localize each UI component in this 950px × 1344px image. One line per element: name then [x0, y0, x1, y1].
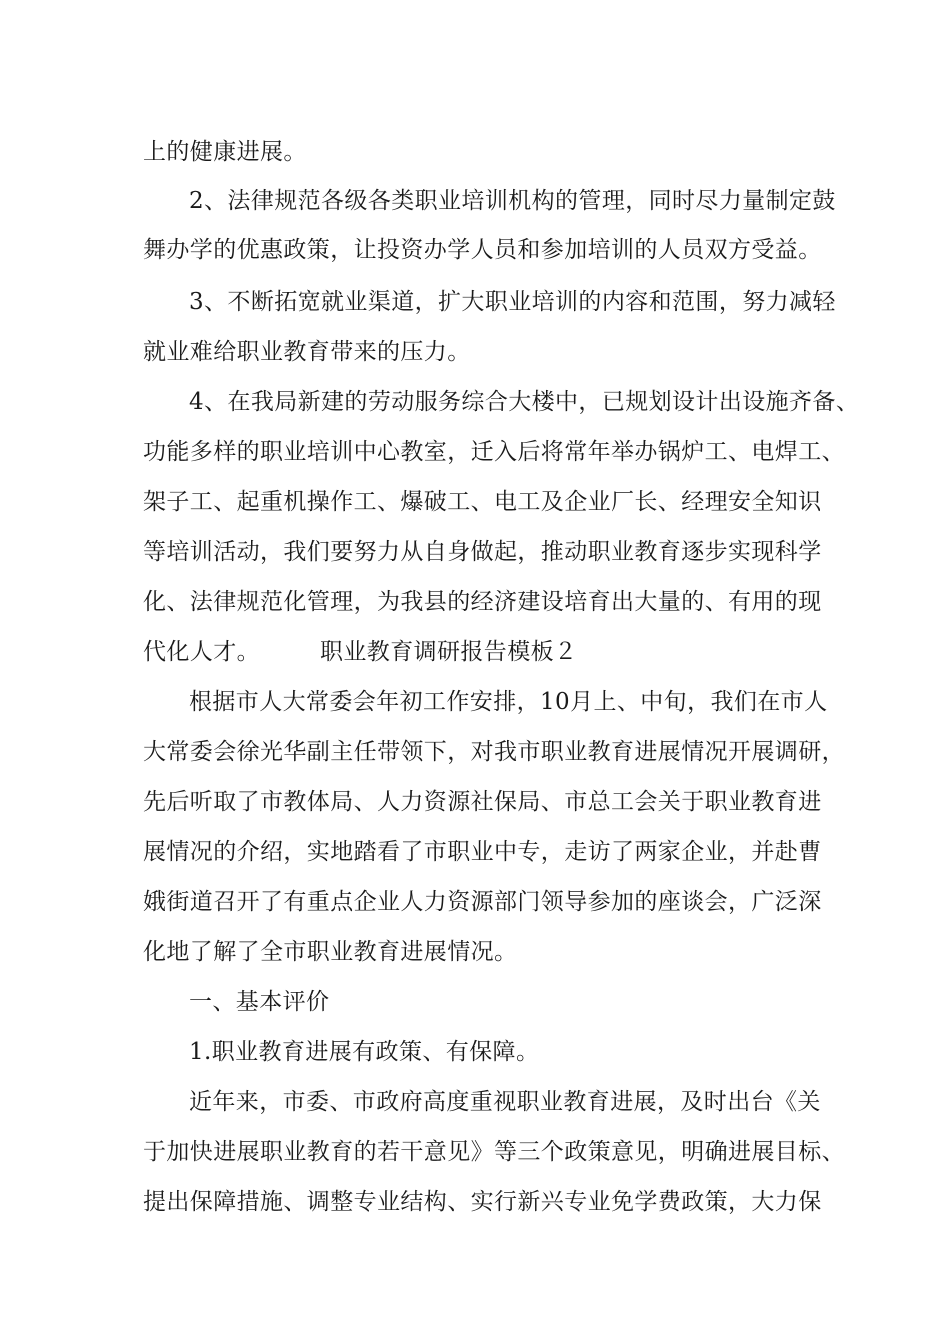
text-line: 代化人才。	[143, 639, 260, 665]
text-line: 4、在我局新建的劳动服务综合大楼中，已规划设计出设施齐备、	[189, 389, 860, 415]
text-line: 等培训活动，我们要努力从自身做起，推动职业教育逐步实现科学	[143, 539, 822, 565]
text-line: 于加快进展职业教育的若干意见》等三个政策意见，明确进展目标、	[143, 1139, 845, 1165]
text-line: 就业难给职业教育带来的压力。	[143, 339, 471, 365]
text-line: 提出保障措施、调整专业结构、实行新兴专业免学费政策，大力保	[143, 1189, 822, 1215]
text-line: 根据市人大常委会年初工作安排，10月上、中旬，我们在市人	[189, 689, 828, 715]
text-line: 近年来，市委、市政府高度重视职业教育进展，及时出台《关	[189, 1089, 821, 1115]
text-line: 大常委会徐光华副主任带领下，对我市职业教育进展情况开展调研，	[143, 739, 845, 765]
subsection-heading: 1.职业教育进展有政策、有保障。	[189, 1039, 540, 1065]
text-line: 娥街道召开了有重点企业人力资源部门领导参加的座谈会，广泛深	[143, 889, 822, 915]
text-line: 化地了解了全市职业教育进展情况。	[143, 939, 518, 965]
text-line: 化、法律规范化管理，为我县的经济建设培育出大量的、有用的现	[143, 589, 822, 615]
section-heading: 一、基本评价	[189, 989, 330, 1015]
text-line: 架子工、起重机操作工、爆破工、电工及企业厂长、经理安全知识	[143, 489, 822, 515]
text-line: 先后听取了市教体局、人力资源社保局、市总工会关于职业教育进	[143, 789, 822, 815]
text-line: 展情况的介绍，实地踏看了市职业中专，走访了两家企业，并赴曹	[143, 839, 822, 865]
text-line: 舞办学的优惠政策，让投资办学人员和参加培训的人员双方受益。	[143, 237, 822, 263]
text-line: 2、法律规范各级各类职业培训机构的管理，同时尽力量制定鼓	[189, 188, 836, 214]
text-line: 上的健康进展。	[143, 139, 307, 165]
text-line: 3、不断拓宽就业渠道，扩大职业培训的内容和范围，努力减轻	[189, 289, 836, 315]
section-title: 职业教育调研报告模板２	[320, 639, 578, 665]
text-line: 功能多样的职业培训中心教室，迁入后将常年举办锅炉工、电焊工、	[143, 439, 845, 465]
text-line-with-heading	[143, 637, 823, 667]
